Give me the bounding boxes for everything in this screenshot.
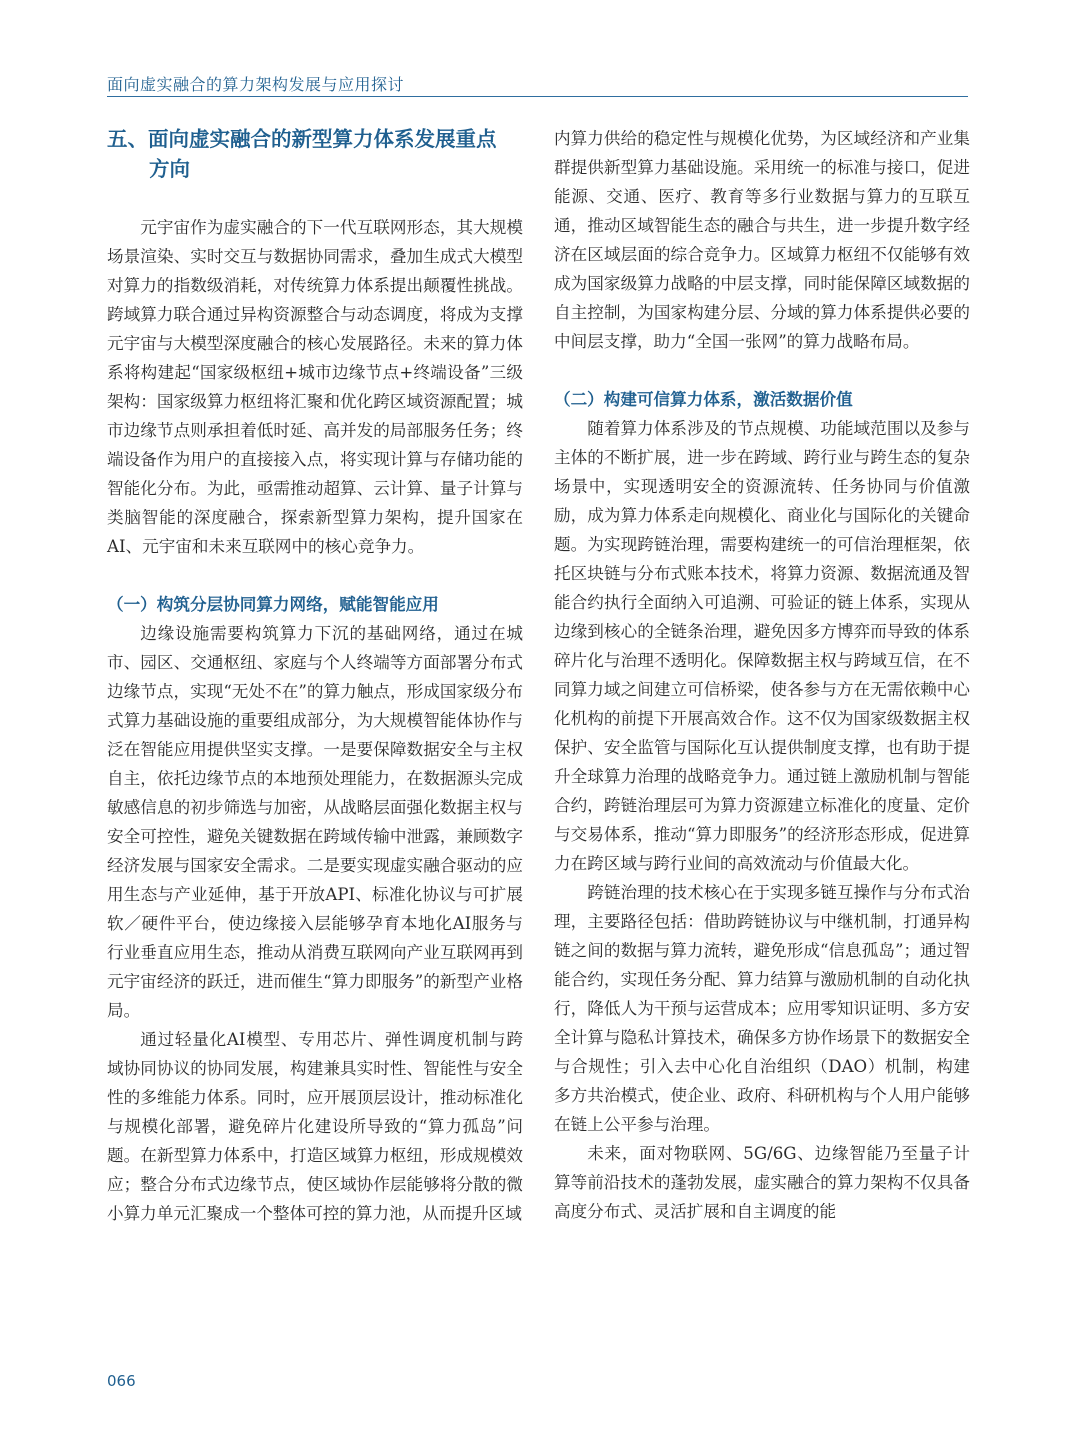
page-number: 066 [107, 1372, 136, 1390]
subsection-1-paragraph-2: 通过轻量化AI模型、专用芯片、弹性调度机制与跨域协同协议的协同发展，构建兼具实时性、智能性与安全性的多维能力体系。同时，应开展顶层设计，推动标准化与规模化部署，避免碎片化建设所导致的“算力孤岛”问题。在新型算力体系中，打造区域算力枢纽，形成规模效应；整合分布式边缘节点，使区域协作层能够将分散的微小算力单元汇聚成一个整体可控的算力池，从而提升区域 [107, 1030, 523, 1223]
subsection-2-paragraph-1: 随着算力体系涉及的节点规模、功能域范围以及参与主体的不断扩展，进一步在跨域、跨行业与跨生态的复杂场景中，实现透明安全的资源流转、任务协同与价值激励，成为算力体系走向规模化、商业化与国际化的关键命题。为实现跨链治理，需要构建统一的可信治理框架，依托区块链与分布式账本技术，将算力资源、数据流通及智能合约执行全面纳入可追溯、可验证的链上体系，实现从边缘到核心的全链条治理，避免因多方博弈而导致的体系碎片化与治理不透明化。保障数据主权与跨域互信，在不同算力域之间建立可信桥梁，使各参与方在无需依赖中心化机构的前提下开展高效合作。这不仅为国家级数据主权保护、安全监管与国际化互认提供制度支撑，也有助于提升全球算力治理的战略竞争力。通过链上激励机制与智能合约，跨链治理层可为算力资源建立标准化的度量、定价与交易体系，推动“算力即服务”的经济形态形成，促进算力在跨区域与跨行业间的高效流动与价值最大化。 [554, 419, 970, 873]
intro-paragraph: 元宇宙作为虚实融合的下一代互联网形态，其大规模场景渲染、实时交互与数据协同需求，叠加生成式大模型对算力的指数级消耗，对传统算力体系提出颠覆性挑战。跨域算力联合通过异构资源整合与动态调度，将成为支撑元宇宙与大模型深度融合的核心发展路径。未来的算力体系将构建起“国家级枢纽+城市边缘节点+终端设备”三级架构：国家级算力枢纽将汇聚和优化跨区域资源配置；城市边缘节点则承担着低时延、高并发的局部服务任务；终端设备作为用户的直接接入点，将实现计算与存储功能的智能化分布。为此，亟需推动超算、云计算、量子计算与类脑智能的深度融合，探索新型算力架构，提升国家在AI、元宇宙和未来互联网中的核心竞争力。 [107, 218, 523, 556]
section-heading-line1: 五、面向虚实融合的新型算力体系发展重点 [107, 127, 497, 151]
subsection-2-paragraph-2: 跨链治理的技术核心在于实现多链互操作与分布式治理，主要路径包括：借助跨链协议与中继机制，打通异构链之间的数据与算力流转，避免形成“信息孤岛”；通过智能合约，实现任务分配、算力结算与激励机制的自动化执行，降低人为干预与运营成本；应用零知识证明、多方安全计算与隐私计算技术，确保多方协作场景下的数据安全与合规性；引入去中心化自治组织（DAO）机制，构建多方共治模式，使企业、政府、科研机构与个人用户能够在链上公平参与治理。 [554, 883, 970, 1134]
subsection-1-paragraph-1: 边缘设施需要构筑算力下沉的基础网络，通过在城市、园区、交通枢纽、家庭与个人终端等方面部署分布式边缘节点，实现“无处不在”的算力触点，形成国家级分布式算力基础设施的重要组成部分，为大规模智能体协作与泛在智能应用提供坚实支撑。一是要保障数据安全与主权自主，依托边缘节点的本地预处理能力，在数据源头完成敏感信息的初步筛选与加密，从战略层面强化数据主权与安全可控性，避免关键数据在跨域传输中泄露，兼顾数字经济发展与国家安全需求。二是要实现虚实融合驱动的应用生态与产业延伸，基于开放API、标准化协议与可扩展软／硬件平台，使边缘接入层能够孕育本地化AI服务与行业垂直应用生态，推动从消费互联网向产业互联网再到元宇宙经济的跃迁，进而催生“算力即服务”的新型产业格局。 [107, 624, 523, 1020]
left-column [107, 124, 523, 1228]
continued-paragraph: 内算力供给的稳定性与规模化优势，为区域经济和产业集群提供新型算力基础设施。采用统一的标准与接口，促进能源、交通、医疗、教育等多行业数据与算力的互联互通，推动区域智能生态的融合与共生，进一步提升数字经济在区域层面的综合竞争力。区域算力枢纽不仅能够有效成为国家级算力战略的中层支撑，同时能保障区域数据的自主控制，为国家构建分层、分域的算力体系提供必要的中间层支撑，助力“全国一张网”的算力战略布局。 [554, 129, 970, 351]
section-heading [107, 124, 523, 184]
subsection-2-heading: （二）构建可信算力体系，激活数据价值 [554, 390, 853, 409]
section-heading-line2: 方向 [149, 157, 190, 181]
running-head-title: 面向虚实融合的算力架构发展与应用探讨 [107, 75, 405, 94]
subsection-2-paragraph-3: 未来，面对物联网、5G/6G、边缘智能乃至量子计算等前沿技术的蓬勃发展，虚实融合的算力架构不仅具备高度分布式、灵活扩展和自主调度的能 [554, 1144, 970, 1221]
header-divider [107, 96, 968, 97]
right-column [554, 124, 970, 1226]
subsection-1-heading: （一）构筑分层协同算力网络，赋能智能应用 [107, 595, 439, 614]
